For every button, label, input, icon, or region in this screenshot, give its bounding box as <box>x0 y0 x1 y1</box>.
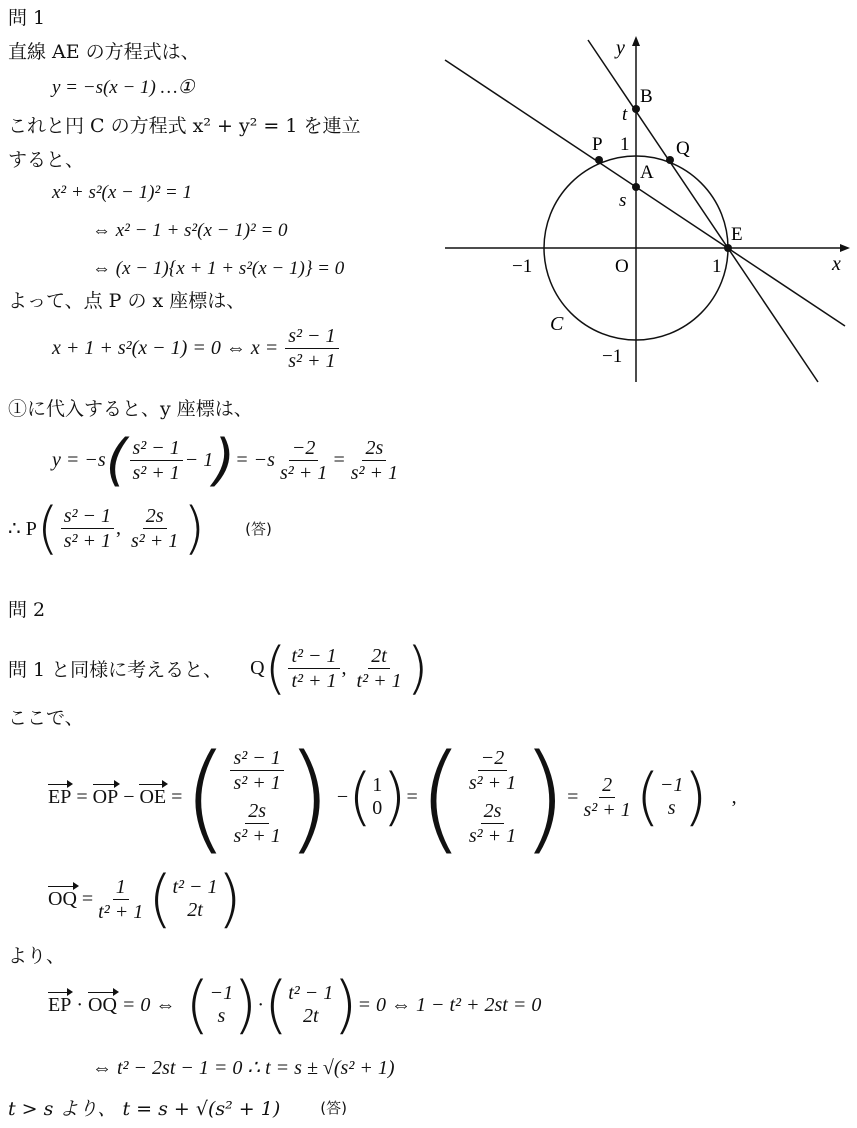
figure-point-a <box>632 183 640 191</box>
q2-q-rparen: ) <box>406 636 429 701</box>
q1-answer-y <box>128 505 181 552</box>
q1-eq-line-ae: y = −s(x − 1) …① <box>52 77 195 98</box>
q2-text-yori: より、 <box>8 945 66 967</box>
q2-q-comma: , <box>341 657 347 679</box>
q2-oq-coef-den: t² + 1 <box>98 900 144 923</box>
q1-py-lparen: ( <box>105 428 128 493</box>
q2-oq-coef <box>95 876 146 923</box>
q2-coef-num: 2 <box>599 774 615 798</box>
q1-eq-factored: ⇔ (x − 1){x + 1 + s²(x − 1)} = 0 <box>92 258 345 279</box>
q2-mat1-bot-num: 2s <box>245 800 269 824</box>
figure-point-p <box>595 156 603 164</box>
figure-label-t: t <box>622 104 628 125</box>
q1-py-frac3-num: 2s <box>362 437 386 461</box>
q1-py-frac1-den: s² + 1 <box>132 462 180 484</box>
q1-text-simultaneous: これと円 C の方程式 x² + y² = 1 を連立 <box>8 115 361 137</box>
q2-mat4-bot: s <box>667 797 676 819</box>
q1-answer-y-den: s² + 1 <box>131 530 179 552</box>
q2-text-similar: 問 1 と同様に考えると、 <box>8 659 223 681</box>
q1-answer-x-den: s² + 1 <box>63 530 111 552</box>
q1-py-b: − 1 <box>184 449 214 471</box>
q1-py-rparen: ) <box>213 428 236 493</box>
figure-x-axis-arrow <box>840 244 850 252</box>
q1-answer-comma: , <box>116 517 121 539</box>
q1-text-px: よって、点 P の x 座標は、 <box>8 290 246 312</box>
q2-vec-oe: OE <box>139 785 167 808</box>
q1-px-denominator: s² + 1 <box>288 350 336 372</box>
q1-eq-substituted: x² + s²(x − 1)² = 1 <box>52 182 192 203</box>
q2-mat2 <box>372 774 382 820</box>
q2-vec-op: OP <box>92 785 119 808</box>
q2-mat3-top-num: −2 <box>478 747 508 771</box>
q2-mat1-rparen: ) <box>285 728 332 866</box>
q2-mat1 <box>228 747 285 847</box>
q2-dot-oq: OQ <box>88 993 117 1016</box>
q1-py-c: = −s <box>235 449 275 471</box>
q2-dot-v1-lparen: ( <box>185 968 210 1041</box>
q2-mat1-lparen: ( <box>182 728 229 866</box>
q1-answer-y-num: 2s <box>143 505 167 529</box>
figure-point-b <box>632 105 640 113</box>
q2-q-y <box>354 645 405 692</box>
q2-oq-vec <box>172 876 217 922</box>
q1-answer <box>8 496 272 561</box>
q1-text-py: ①に代入すると、y 座標は、 <box>8 398 253 420</box>
q2-mat1-top-den: s² + 1 <box>233 772 281 794</box>
q1-answer-x-num: s² − 1 <box>61 505 114 529</box>
q1-py-frac3 <box>348 437 401 484</box>
figure-label-e: E <box>731 224 743 245</box>
q2-mat4-top: −1 <box>659 774 684 796</box>
q2-dot-eq-a: = 0 ⇔ <box>121 993 176 1016</box>
q2-coef <box>580 774 633 821</box>
q2-mat1-top-num: s² − 1 <box>230 747 283 771</box>
q1-px-fraction <box>285 325 338 372</box>
q2-mat1-top <box>230 747 283 794</box>
q2-mat3-bot-den: s² + 1 <box>468 825 517 847</box>
q2-mat3-bot <box>466 800 519 847</box>
q2-dot-v1-bot: s <box>217 1005 226 1027</box>
q2-mat3-top-den: s² + 1 <box>468 772 517 794</box>
q2-dot-v2 <box>288 982 333 1028</box>
q1-py-frac2-den: s² + 1 <box>279 462 328 484</box>
q2-q-label: Q <box>250 657 265 679</box>
q1-eq-rearranged: ⇔ x² − 1 + s²(x − 1)² = 0 <box>92 220 288 241</box>
q2-oq-coef-num: 1 <box>113 876 129 900</box>
q2-mat2-rparen: ) <box>382 760 407 833</box>
figure-label-x: x <box>832 253 841 275</box>
q1-answer-rparen: ) <box>183 496 206 561</box>
q2-heading: 問 2 <box>8 599 46 621</box>
figure-unit-circle <box>440 30 855 390</box>
q2-q-x <box>288 645 339 692</box>
q2-q-x-den: t² + 1 <box>291 670 337 692</box>
q2-oq-top: t² − 1 <box>172 876 218 898</box>
q2-dot-v1 <box>210 982 234 1028</box>
figure-label-a: A <box>640 162 654 183</box>
figure-point-e <box>724 244 732 252</box>
figure-label-c: C <box>550 313 564 335</box>
q2-vec-oq: OQ <box>48 887 77 910</box>
q2-mat3-rparen: ) <box>521 728 568 866</box>
figure-label-one-y: 1 <box>620 134 630 155</box>
figure-label-neg1-y: −1 <box>602 346 623 367</box>
figure-y-axis-arrow <box>632 36 640 46</box>
figure-point-q <box>666 156 674 164</box>
q2-dot-v2-lparen: ( <box>263 968 289 1041</box>
q2-q-lparen: ( <box>264 636 287 701</box>
q2-mat1-bot <box>230 800 283 847</box>
figure-label-neg1-x: −1 <box>512 256 533 277</box>
q1-px-numerator: s² − 1 <box>285 325 338 349</box>
q2-text-kokode: ここで、 <box>8 707 84 729</box>
q2-final-text: t > s より、 t = s + √(s² + 1) <box>8 1098 281 1120</box>
figure-label-s: s <box>619 190 627 211</box>
q2-mat2-bot: 0 <box>372 797 383 819</box>
q1-py-frac1-num: s² − 1 <box>130 437 183 461</box>
figure-label-y: y <box>616 37 625 59</box>
q1-py-d: = <box>332 449 346 471</box>
q2-mat3-bot-num: 2s <box>481 800 505 824</box>
q2-q-coords <box>8 636 428 701</box>
q1-text-suruto: すると、 <box>8 149 85 171</box>
q2-mat2-lparen: ( <box>348 760 373 833</box>
q2-mat3 <box>464 747 521 847</box>
figure-label-p: P <box>592 134 603 155</box>
q2-oq-rparen: ) <box>217 862 242 935</box>
q2-oq-lparen: ( <box>148 862 173 935</box>
q2-eq-oq: OQ = $\frac{1}{\text{t² + 1}}$ ( t² − 1 2t ) <box>48 862 242 935</box>
q1-py-frac2-num: −2 <box>289 437 319 461</box>
q1-eq-py <box>52 428 403 493</box>
q2-mat1-bot-den: s² + 1 <box>233 825 281 847</box>
q1-answer-prefix: ∴ P <box>8 518 37 540</box>
q2-mat3-lparen: ( <box>417 728 464 866</box>
q1-py-frac1 <box>130 437 183 484</box>
q1-py-frac2 <box>277 437 330 484</box>
q2-mat4-rparen: ) <box>683 760 708 833</box>
q2-dot-v1-top: −1 <box>209 982 234 1004</box>
q2-dot-v2-top: t² − 1 <box>288 982 334 1004</box>
q2-mat4 <box>660 774 684 820</box>
q2-dot-v2-bot: 2t <box>302 1005 319 1027</box>
q2-final-mark: (答) <box>320 1099 347 1117</box>
q1-eq-px-left: x + 1 + s²(x − 1) = 0 ⇔ x = <box>52 337 279 359</box>
q2-dot-eq-b: = 0 ⇔ 1 − t² + 2st = 0 <box>357 993 542 1016</box>
q1-py-a: y = −s <box>52 449 106 471</box>
q1-answer-x <box>61 505 114 552</box>
q2-vec-ep: EP <box>48 785 72 808</box>
q2-coef-den: s² + 1 <box>583 798 631 821</box>
figure-label-q: Q <box>676 138 690 159</box>
q2-q-y-den: t² + 1 <box>356 670 402 692</box>
q2-eq-ep: EP = OP − OE = ( $\frac{\text{s² − 1}}{\text{s² + 1}}$ $\frac{2s}{\text{s² + 1}}$ ) − ( 1 0 ) = ( $\frac{-2}{\text{s² + 1}}$ $\frac{2s}{\text{s² + 1}}$ ) = $\frac{2}{\text{s² + 1}}$ ( −1 s ) , <box>48 728 737 866</box>
figure-label-o: O <box>615 256 629 277</box>
q2-dot-v1-rparen: ) <box>233 968 258 1041</box>
q2-q-y-num: 2t <box>368 645 390 669</box>
q2-comma: , <box>731 785 737 808</box>
q1-answer-mark: (答) <box>245 520 272 538</box>
q1-text-line-ae: 直線 AE の方程式は、 <box>8 41 200 63</box>
q1-answer-lparen: ( <box>36 496 59 561</box>
q2-dot-ep: EP <box>48 993 72 1016</box>
figure-label-b: B <box>640 86 653 107</box>
figure-label-one-x: 1 <box>712 256 722 277</box>
q1-py-frac3-den: s² + 1 <box>350 462 398 484</box>
q2-q-x-num: t² − 1 <box>288 645 339 669</box>
q2-final <box>8 1094 347 1121</box>
q1-heading: 問 1 <box>8 7 46 29</box>
q2-eq-quadratic: ⇔ t² − 2st − 1 = 0 ∴ t = s ± √(s² + 1) <box>92 1057 395 1079</box>
q2-dot-v2-rparen: ) <box>333 968 358 1041</box>
q2-oq-bot: 2t <box>187 899 203 921</box>
q2-mat2-top: 1 <box>372 774 383 796</box>
q2-mat3-top <box>466 747 519 794</box>
figure-line-be <box>588 40 818 382</box>
q2-mat4-lparen: ( <box>635 760 660 833</box>
q2-eq-dot: EP · OQ = 0 ⇔ ( −1 s ) · ( t² − 1 2t ) = 0 ⇔ 1 − t² + 2st = 0 <box>48 968 542 1041</box>
q1-eq-px <box>52 325 341 372</box>
